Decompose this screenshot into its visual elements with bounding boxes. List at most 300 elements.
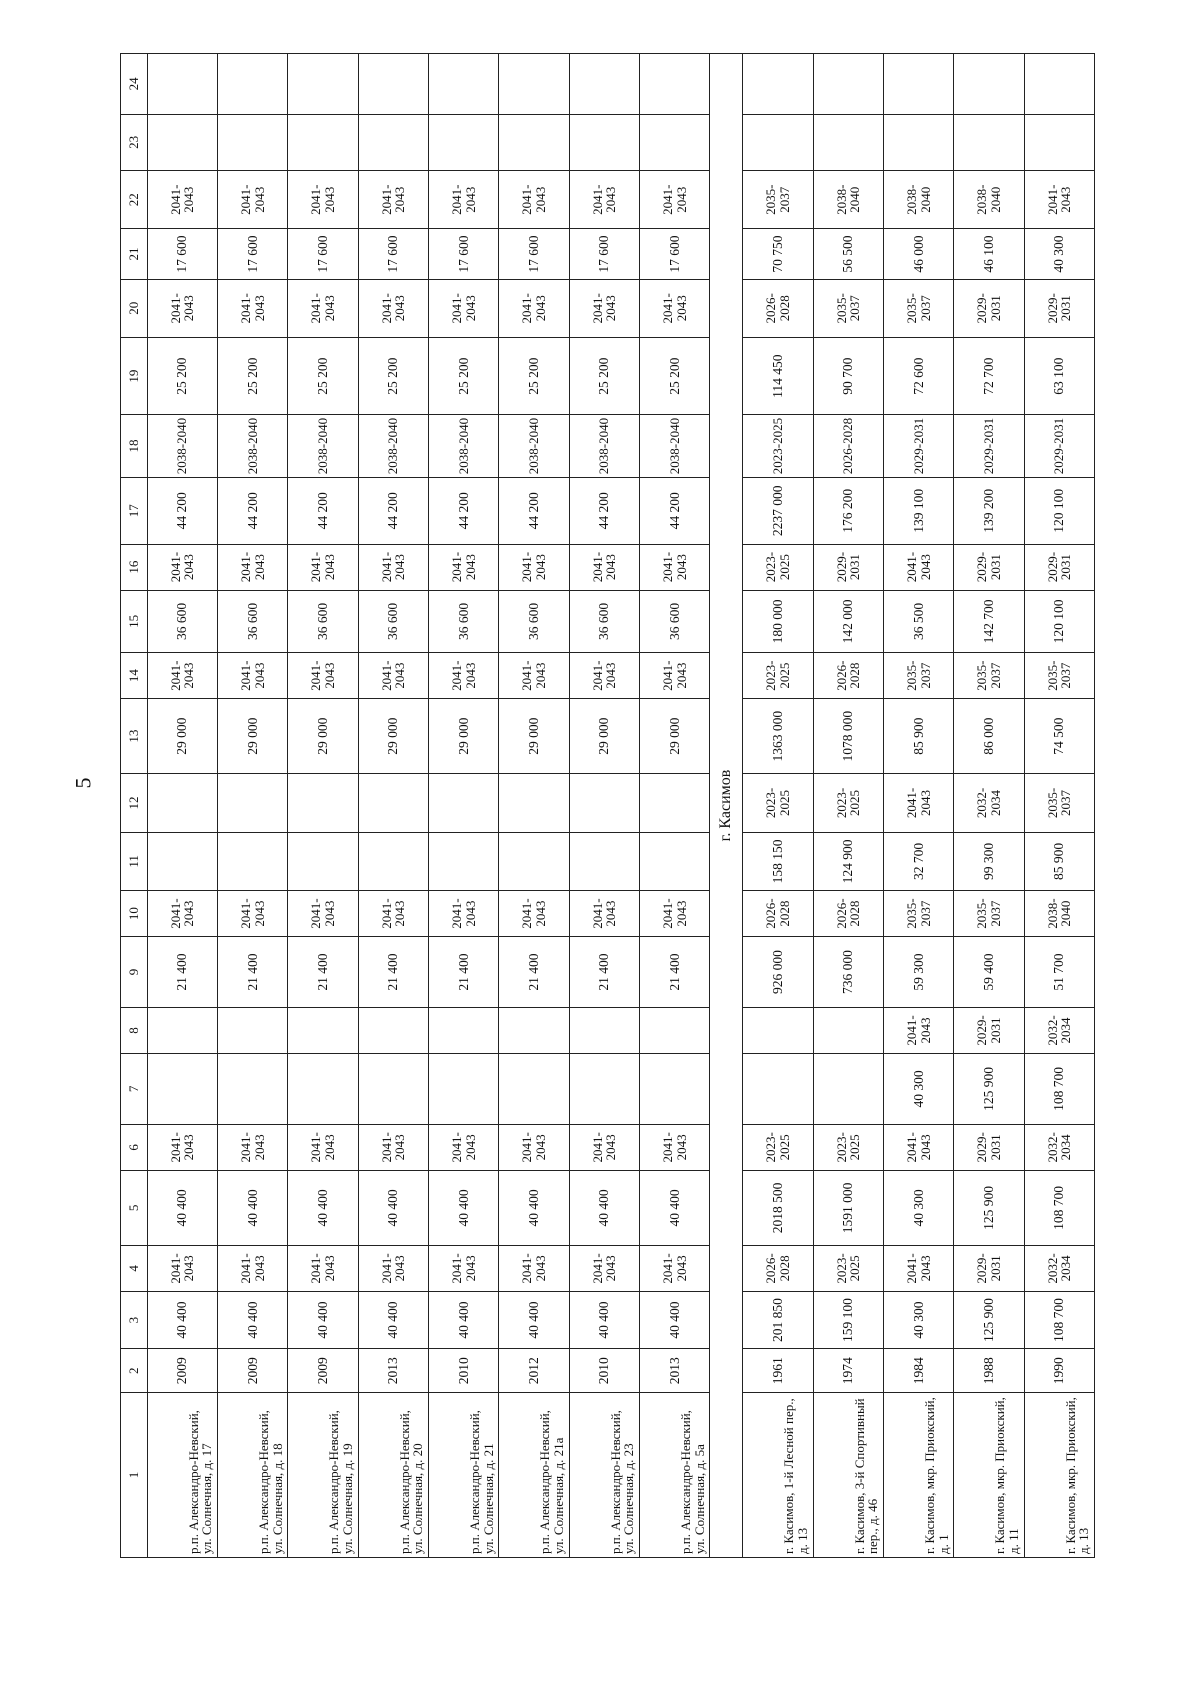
table-cell: 21 400 [147,937,217,1008]
table-cell: 2041-2043 [288,1245,358,1291]
table-cell: 2041-2043 [358,279,428,337]
address-cell: г. Касимов, мкр. Приокский, д. 13 [1024,1393,1094,1558]
table-cell: 74 500 [1024,699,1094,774]
table-cell [639,1008,709,1054]
table-cell: 2035-2037 [883,891,953,937]
page-number: 5 [70,777,96,789]
column-number: 8 [121,1008,148,1054]
table-cell [288,114,358,170]
repair-schedule-table [120,53,1095,1558]
table-cell: 72 700 [954,338,1024,415]
table-cell [743,1008,813,1054]
table-cell: 1591 000 [813,1170,883,1245]
table-cell: 21 400 [569,937,639,1008]
table-cell [569,114,639,170]
table-cell: 2041-2043 [569,544,639,590]
table-cell [954,114,1024,170]
table-cell: 2038-2040 [217,415,287,478]
table-cell: 25 200 [639,338,709,415]
table-cell: 17 600 [499,229,569,279]
table-cell: 44 200 [639,477,709,544]
table-cell: 36 600 [569,590,639,653]
table-cell: 2041-2043 [217,1245,287,1291]
table-cell: 108 700 [1024,1053,1094,1124]
table-cell: 2041-2043 [288,891,358,937]
table-cell [217,1053,287,1124]
table-cell: 2038-2040 [954,171,1024,229]
address-cell: р.п. Александро-Невский, ул. Солнечная, д. 18 [217,1393,287,1558]
address-cell: г. Касимов, 3-й Спортивный пер., д. 46 [813,1393,883,1558]
table-row [288,54,358,1558]
table-cell [499,774,569,832]
table-cell: 125 900 [954,1291,1024,1348]
table-cell: 2041-2043 [147,171,217,229]
table-cell: 2041-2043 [147,653,217,699]
table-cell: 2038-2040 [499,415,569,478]
table-cell: 2041-2043 [499,1245,569,1291]
table-cell: 2041-2043 [569,1245,639,1291]
table-cell [358,1053,428,1124]
table-cell: 2009 [288,1349,358,1393]
column-number: 20 [121,279,148,337]
table-cell: 44 200 [569,477,639,544]
table-cell: 40 400 [217,1170,287,1245]
table-cell: 2029-2031 [813,544,883,590]
table-cell: 36 600 [217,590,287,653]
table-cell: 40 400 [569,1291,639,1348]
table-cell: 40 400 [288,1291,358,1348]
table-cell [569,1008,639,1054]
table-cell: 125 900 [954,1053,1024,1124]
table-cell: 2010 [569,1349,639,1393]
table-cell: 2041-2043 [569,891,639,937]
table-cell [883,114,953,170]
column-number: 2 [121,1349,148,1393]
table-cell: 2041-2043 [1024,171,1094,229]
table-cell: 2013 [639,1349,709,1393]
group-heading: г. Касимов [710,54,743,1558]
table-cell: 158 150 [743,832,813,890]
table-cell: 2041-2043 [883,1124,953,1170]
table-cell [883,54,953,115]
table-row [813,54,883,1558]
table-cell: 1961 [743,1349,813,1393]
table-cell [499,832,569,890]
table-cell [428,1053,498,1124]
table-cell: 142 000 [813,590,883,653]
table-cell: 120 100 [1024,477,1094,544]
table-cell: 1988 [954,1349,1024,1393]
table-cell: 2023-2025 [813,774,883,832]
table-cell [217,1008,287,1054]
table-cell: 2032-2034 [1024,1245,1094,1291]
table-cell: 44 200 [147,477,217,544]
table-cell: 2038-2040 [883,171,953,229]
table-row [358,54,428,1558]
table-cell: 180 000 [743,590,813,653]
table-cell [639,1053,709,1124]
table-cell: 2237 000 [743,477,813,544]
table-cell: 36 600 [358,590,428,653]
table-cell: 2023-2025 [743,1124,813,1170]
table-cell: 2023-2025 [743,774,813,832]
table-cell: 1990 [1024,1349,1094,1393]
table-cell: 2041-2043 [569,653,639,699]
table-cell [499,114,569,170]
table-cell: 2026-2028 [813,415,883,478]
table-cell: 2009 [147,1349,217,1393]
table-cell: 40 400 [569,1170,639,1245]
table-cell: 2041-2043 [358,171,428,229]
column-number: 11 [121,832,148,890]
table-cell [288,54,358,115]
table-cell: 40 400 [147,1291,217,1348]
table-cell: 44 200 [428,477,498,544]
table-cell: 2023-2025 [743,653,813,699]
table-cell [569,1053,639,1124]
table-cell [639,114,709,170]
table-cell: 139 100 [883,477,953,544]
table-cell [147,774,217,832]
table-cell: 1974 [813,1349,883,1393]
column-number: 18 [121,415,148,478]
table-cell [428,832,498,890]
table-cell: 2041-2043 [569,171,639,229]
table-cell [217,774,287,832]
table-cell: 120 100 [1024,590,1094,653]
table-cell: 2041-2043 [499,544,569,590]
table-cell: 36 600 [288,590,358,653]
table-cell [428,774,498,832]
column-number: 17 [121,477,148,544]
table-cell: 63 100 [1024,338,1094,415]
table-cell: 2041-2043 [288,544,358,590]
table-cell: 40 400 [428,1170,498,1245]
table-cell: 2029-2031 [954,544,1024,590]
table-cell [813,1008,883,1054]
table-cell [217,832,287,890]
table-cell: 36 500 [883,590,953,653]
table-cell: 2035-2037 [1024,653,1094,699]
table-cell [1024,54,1094,115]
table-cell: 2041-2043 [639,544,709,590]
column-number: 1 [121,1393,148,1558]
table-cell: 125 900 [954,1170,1024,1245]
table-cell: 2041-2043 [288,1124,358,1170]
table-cell: 44 200 [288,477,358,544]
table-cell: 2041-2043 [569,279,639,337]
table-cell: 29 000 [217,699,287,774]
table-cell: 2041-2043 [217,544,287,590]
table-cell: 2029-2031 [1024,544,1094,590]
table-cell: 1363 000 [743,699,813,774]
table-cell: 44 200 [499,477,569,544]
column-number: 13 [121,699,148,774]
table-cell: 72 600 [883,338,953,415]
table-cell: 159 100 [813,1291,883,1348]
table-cell: 2035-2037 [813,279,883,337]
table-cell: 2041-2043 [428,653,498,699]
table-cell: 2038-2040 [288,415,358,478]
table-cell: 2026-2028 [743,891,813,937]
table-cell: 926 000 [743,937,813,1008]
table-cell [639,832,709,890]
table-cell [1024,114,1094,170]
table-cell: 2026-2028 [743,279,813,337]
table-row [499,54,569,1558]
table-cell: 2029-2031 [954,1008,1024,1054]
address-cell: р.п. Александро-Невский, ул. Солнечная, д. 23 [569,1393,639,1558]
table-cell: 17 600 [639,229,709,279]
column-number: 6 [121,1124,148,1170]
table-cell: 2018 500 [743,1170,813,1245]
table-cell [358,114,428,170]
table-cell: 21 400 [288,937,358,1008]
table-cell [428,114,498,170]
table-cell [217,114,287,170]
table-cell: 40 300 [883,1170,953,1245]
table-cell: 2041-2043 [639,171,709,229]
table-cell: 2012 [499,1349,569,1393]
table-cell [813,54,883,115]
table-cell: 2029-2031 [954,1124,1024,1170]
column-number: 21 [121,229,148,279]
table-cell: 2041-2043 [428,891,498,937]
table-cell: 17 600 [288,229,358,279]
rotated-table-container [120,53,1095,1558]
table-cell [147,114,217,170]
table-cell: 85 900 [883,699,953,774]
table-cell [428,54,498,115]
table-cell: 2041-2043 [288,653,358,699]
table-cell [499,1008,569,1054]
table-cell [217,54,287,115]
address-cell: р.п. Александро-Невский, ул. Солнечная, д. 5а [639,1393,709,1558]
table-cell: 29 000 [639,699,709,774]
table-cell: 40 300 [883,1291,953,1348]
table-cell: 40 300 [1024,229,1094,279]
table-cell: 25 200 [569,338,639,415]
table-cell [569,832,639,890]
table-cell: 36 600 [147,590,217,653]
table-cell: 2038-2040 [569,415,639,478]
table-row [217,54,287,1558]
table-cell: 2032-2034 [1024,1124,1094,1170]
table-cell: 25 200 [147,338,217,415]
table-cell: 736 000 [813,937,883,1008]
table-cell: 2041-2043 [428,171,498,229]
table-cell: 2041-2043 [639,1245,709,1291]
table-cell: 40 400 [217,1291,287,1348]
table-cell: 40 400 [499,1291,569,1348]
table-cell: 2041-2043 [147,891,217,937]
table-cell: 1078 000 [813,699,883,774]
table-cell: 2041-2043 [499,279,569,337]
table-cell: 25 200 [358,338,428,415]
table-cell: 17 600 [358,229,428,279]
table-cell: 36 600 [639,590,709,653]
table-cell: 46 100 [954,229,1024,279]
table-cell [499,54,569,115]
address-cell: р.п. Александро-Невский, ул. Солнечная, д. 17 [147,1393,217,1558]
address-cell: г. Касимов, 1-й Лесной пер., д. 13 [743,1393,813,1558]
table-cell: 2041-2043 [217,653,287,699]
table-cell [147,832,217,890]
table-cell: 2041-2043 [358,653,428,699]
table-cell: 2041-2043 [883,1245,953,1291]
table-cell: 21 400 [217,937,287,1008]
column-number: 3 [121,1291,148,1348]
table-cell: 40 400 [428,1291,498,1348]
table-cell: 44 200 [217,477,287,544]
table-cell: 2023-2025 [743,544,813,590]
table-cell: 56 500 [813,229,883,279]
table-cell: 29 000 [358,699,428,774]
table-cell: 70 750 [743,229,813,279]
table-cell [358,1008,428,1054]
table-cell: 21 400 [639,937,709,1008]
table-cell: 40 400 [358,1170,428,1245]
table-cell: 2029-2031 [1024,279,1094,337]
table-cell: 2035-2037 [1024,774,1094,832]
column-number: 14 [121,653,148,699]
table-cell [358,774,428,832]
table-cell [743,114,813,170]
table-cell: 2041-2043 [147,1245,217,1291]
table-cell: 2041-2043 [358,1245,428,1291]
table-cell: 2041-2043 [358,544,428,590]
column-number: 22 [121,171,148,229]
table-cell [639,54,709,115]
table-cell: 2041-2043 [428,1124,498,1170]
table-cell: 40 400 [358,1291,428,1348]
table-cell: 86 000 [954,699,1024,774]
table-cell: 99 300 [954,832,1024,890]
table-cell: 2041-2043 [147,1124,217,1170]
column-number: 9 [121,937,148,1008]
table-cell [358,832,428,890]
table-cell: 2038-2040 [358,415,428,478]
table-cell: 2041-2043 [428,1245,498,1291]
table-cell: 2035-2037 [954,653,1024,699]
table-cell: 40 400 [147,1170,217,1245]
table-cell: 201 850 [743,1291,813,1348]
table-cell: 2041-2043 [499,653,569,699]
table-cell [147,1008,217,1054]
table-cell: 2041-2043 [428,279,498,337]
table-cell: 29 000 [428,699,498,774]
table-row [883,54,953,1558]
table-cell [813,114,883,170]
table-cell: 44 200 [358,477,428,544]
table-cell: 108 700 [1024,1291,1094,1348]
table-cell [499,1053,569,1124]
address-cell: г. Касимов, мкр. Приокский, д. 11 [954,1393,1024,1558]
table-cell: 17 600 [569,229,639,279]
table-cell: 59 300 [883,937,953,1008]
table-cell [428,1008,498,1054]
table-cell: 29 000 [288,699,358,774]
table-cell: 2013 [358,1349,428,1393]
table-cell: 21 400 [358,937,428,1008]
table-cell: 139 200 [954,477,1024,544]
table-cell: 2041-2043 [499,1124,569,1170]
address-cell: р.п. Александро-Невский, ул. Солнечная, д. 21а [499,1393,569,1558]
table-cell: 142 700 [954,590,1024,653]
table-cell: 108 700 [1024,1170,1094,1245]
table-cell: 2041-2043 [639,279,709,337]
address-cell: р.п. Александро-Невский, ул. Солнечная, д. 19 [288,1393,358,1558]
table-cell [954,54,1024,115]
table-cell: 2041-2043 [883,774,953,832]
table-cell: 176 200 [813,477,883,544]
table-cell: 25 200 [428,338,498,415]
column-number: 16 [121,544,148,590]
table-cell: 2029-2031 [883,415,953,478]
table-cell: 2041-2043 [883,544,953,590]
table-cell: 17 600 [217,229,287,279]
table-cell [569,774,639,832]
table-cell: 32 700 [883,832,953,890]
table-cell [358,54,428,115]
table-cell: 2035-2037 [883,653,953,699]
table-cell: 2038-2040 [813,171,883,229]
address-cell: р.п. Александро-Невский, ул. Солнечная, д. 20 [358,1393,428,1558]
table-cell: 2041-2043 [639,891,709,937]
table-row [428,54,498,1558]
table-cell: 29 000 [499,699,569,774]
table-row [743,54,813,1558]
table-cell [743,1053,813,1124]
table-cell: 2041-2043 [883,1008,953,1054]
table-cell: 25 200 [499,338,569,415]
table-cell: 2041-2043 [499,171,569,229]
table-cell: 2026-2028 [743,1245,813,1291]
table-cell: 2026-2028 [813,653,883,699]
table-cell: 2041-2043 [288,171,358,229]
table-cell [743,54,813,115]
table-cell: 2032-2034 [1024,1008,1094,1054]
table-cell: 2035-2037 [883,279,953,337]
address-cell: р.п. Александро-Невский, ул. Солнечная, д. 21 [428,1393,498,1558]
table-cell: 2029-2031 [954,1245,1024,1291]
table-row [569,54,639,1558]
table-cell: 2032-2034 [954,774,1024,832]
table-cell: 2009 [217,1349,287,1393]
table-cell: 2035-2037 [743,171,813,229]
table-cell: 2041-2043 [639,1124,709,1170]
table-cell: 36 600 [499,590,569,653]
column-number: 23 [121,114,148,170]
table-cell: 2038-2040 [639,415,709,478]
table-cell: 2041-2043 [428,544,498,590]
table-cell: 17 600 [147,229,217,279]
table-cell: 2041-2043 [217,891,287,937]
column-number: 10 [121,891,148,937]
column-number: 4 [121,1245,148,1291]
table-cell: 2023-2025 [813,1245,883,1291]
table-cell: 2029-2031 [1024,415,1094,478]
column-number: 12 [121,774,148,832]
table-row [639,54,709,1558]
column-number: 15 [121,590,148,653]
table-cell: 2038-2040 [428,415,498,478]
table-cell [288,774,358,832]
column-numbers-row [121,54,148,1558]
table-cell: 124 900 [813,832,883,890]
table-cell: 114 450 [743,338,813,415]
table-cell: 85 900 [1024,832,1094,890]
